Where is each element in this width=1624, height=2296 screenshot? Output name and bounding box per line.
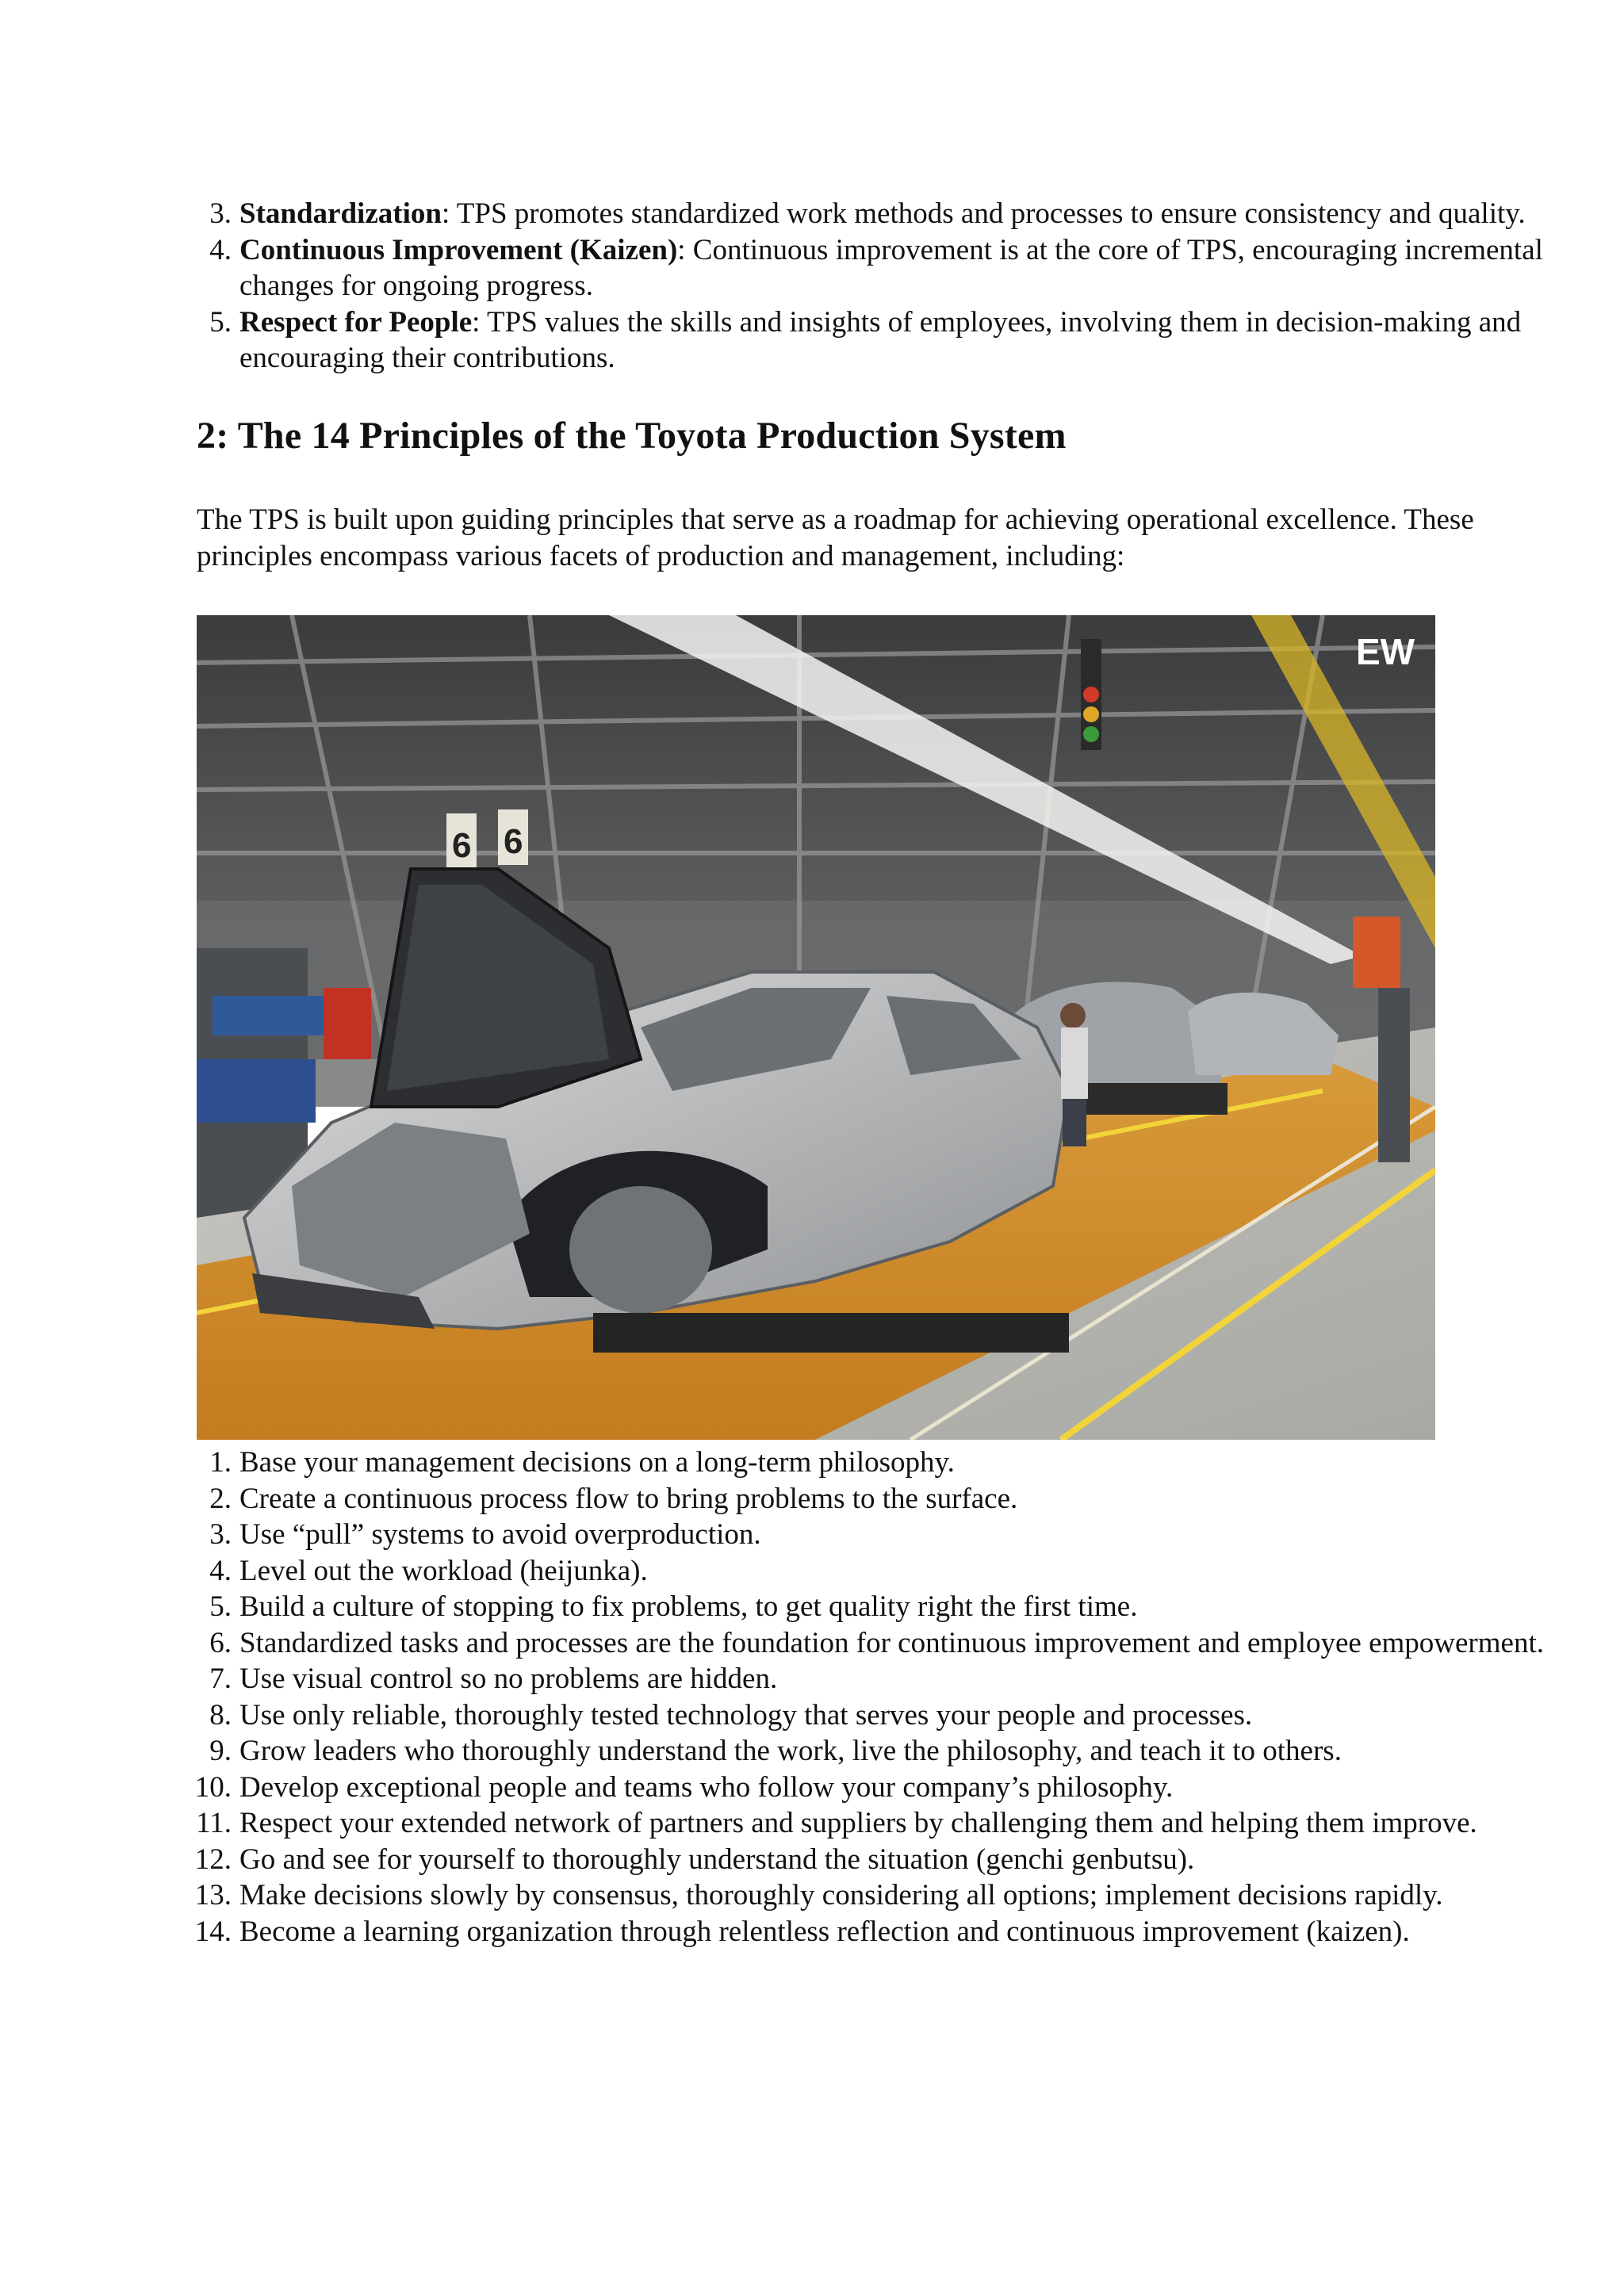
- list-item: [182, 1481, 1580, 1517]
- principles-list: [182, 1445, 1580, 1950]
- list-number: 11.: [196, 1807, 232, 1839]
- list-number: 7.: [209, 1663, 232, 1695]
- list-number: 12.: [194, 1843, 232, 1876]
- list-item: [182, 232, 1619, 304]
- list-number: 14.: [194, 1915, 232, 1948]
- list-item: [182, 1517, 1580, 1553]
- list-text: [239, 232, 1619, 304]
- list-text: Go and see for yourself to thoroughly understand the situation (genchi genbutsu).: [239, 1843, 1195, 1876]
- term-description: : TPS promotes standardized work methods and processes to ensure consistency and quality.: [441, 197, 1526, 230]
- list-text: [239, 304, 1619, 377]
- intro-paragraph: The TPS is built upon guiding principles that serve as a roadmap for achieving operational excellence. These principles encompass various facets of production and management, including:: [197, 503, 1474, 572]
- list-number: 2.: [209, 1482, 232, 1515]
- list-number: 3.: [209, 197, 232, 230]
- list-number: 5.: [209, 305, 232, 339]
- section-heading: 2: The 14 Principles of the Toyota Production System: [197, 415, 1067, 457]
- list-item: [182, 1553, 1580, 1590]
- assembly-line-photo: [197, 615, 1435, 1440]
- list-text: Use “pull” systems to avoid overproduction.: [239, 1518, 761, 1551]
- term-description: : TPS values the skills and insights of employees, involving them in decision-making and encouraging their contributions.: [239, 305, 1522, 374]
- list-number: 4.: [209, 233, 232, 266]
- list-text: Standardized tasks and processes are the foundation for continuous improvement and employee empowerment.: [239, 1626, 1544, 1659]
- list-number: 6.: [209, 1626, 232, 1659]
- term-label: Standardization: [239, 197, 442, 230]
- equipment-cabinet: [1353, 916, 1400, 988]
- list-text: Become a learning organization through relentless reflection and continuous improvement (kaizen).: [239, 1915, 1410, 1948]
- list-item: [182, 1697, 1580, 1734]
- list-item: [182, 1625, 1580, 1662]
- list-number: 1.: [209, 1446, 232, 1479]
- list-number: 3.: [209, 1518, 232, 1551]
- list-item: [182, 1842, 1580, 1878]
- list-text: Use visual control so no problems are hidden.: [239, 1663, 778, 1695]
- list-text: Grow leaders who thoroughly understand the work, live the philosophy, and teach it to others.: [239, 1735, 1342, 1767]
- list-item: [182, 1661, 1580, 1697]
- list-item: [182, 304, 1619, 377]
- list-number: 10.: [194, 1770, 232, 1804]
- list-item: [182, 1445, 1580, 1481]
- list-text: Create a continuous process flow to bring problems to the surface.: [239, 1482, 1018, 1515]
- list-text: Develop exceptional people and teams who follow your company’s philosophy.: [239, 1770, 1174, 1804]
- station-number: 6: [452, 826, 472, 865]
- list-text: Make decisions slowly by consensus, thoroughly considering all options; implement decisions rapidly.: [239, 1879, 1443, 1911]
- term-description: : Continuous improvement is at the core of TPS, encouraging incremental changes for ongoing progress.: [239, 233, 1543, 302]
- list-item: [182, 1733, 1580, 1770]
- list-number: 8.: [209, 1698, 232, 1732]
- list-number: 9.: [209, 1735, 232, 1767]
- list-item: [182, 1589, 1580, 1625]
- list-number: 13.: [194, 1879, 232, 1911]
- list-item: [182, 1877, 1580, 1914]
- list-text: Level out the workload (heijunka).: [239, 1554, 648, 1587]
- list-item: [182, 196, 1619, 232]
- term-label: Continuous Improvement (Kaizen): [239, 233, 678, 266]
- list-item: [182, 1914, 1580, 1950]
- tps-pillars-list: [182, 196, 1619, 377]
- station-number: 6: [504, 822, 523, 861]
- list-text: Use only reliable, thoroughly tested technology that serves your people and processes.: [239, 1698, 1253, 1732]
- list-text: [239, 196, 1619, 232]
- list-text: Respect your extended network of partners and suppliers by challenging them and helping them improve.: [239, 1807, 1477, 1839]
- list-number: 4.: [209, 1554, 232, 1587]
- list-number: 5.: [209, 1590, 232, 1623]
- list-item: [182, 1805, 1580, 1842]
- list-text: Base your management decisions on a long-term philosophy.: [239, 1446, 955, 1479]
- brand-logo: EW: [1356, 631, 1415, 672]
- list-text: Build a culture of stopping to fix problems, to get quality right the first time.: [239, 1590, 1138, 1623]
- term-label: Respect for People: [239, 305, 473, 339]
- list-item: [182, 1770, 1580, 1806]
